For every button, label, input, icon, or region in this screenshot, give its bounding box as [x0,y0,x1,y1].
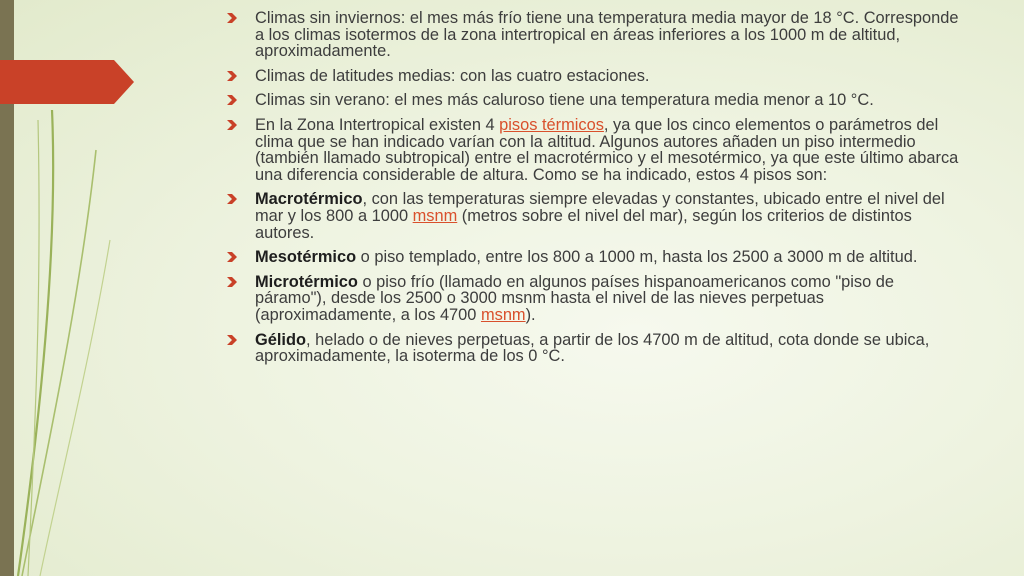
bullet-text-after: ). [525,305,536,324]
bullet-text-after: , ya que los cinco elementos o parámetros del clima que se han indicado varían con la altitud. Algunos autores añaden un piso intermedio (también llamado subtropical) entre el macrotérmico y el mesotérmico, ya que este último abarca una diferencia considerable de altura. Como se ha indicado, estos 4 pisos son: [255,115,959,184]
term-mesotermico: Mesotérmico [255,248,357,267]
bullet-item [226,10,966,60]
term-microtermico: Microtérmico [255,272,358,291]
bullet-text: , helado o de nieves perpetuas, a partir de los 4700 m de altitud, cota donde se ubica, aproximadamente, la isoterma de los 0 °C. [255,330,930,366]
arrow-bullet-icon [226,119,238,131]
bullet-text-before: o piso frío (llamado en algunos países hispanoamericanos como "piso de páramo"), desde los 2500 o 3000 msnm hasta el nivel de las nieves perpetuas (aproximadamente, a los 4700 [255,272,895,324]
title-accent-tab [0,60,134,104]
link-msnm[interactable]: msnm [412,206,458,225]
bullet-list [226,10,966,365]
bullet-text-before: , con las temperaturas siempre elevadas y constantes, ubicado entre el nivel del mar y los 800 a 1000 [255,190,945,225]
bullet-item [226,249,966,266]
link-pisos-termicos[interactable]: pisos térmicos [499,115,604,134]
bullet-item [226,332,966,365]
slide-content [226,10,966,373]
bullet-text-before: En la Zona Intertropical existen 4 [255,115,500,134]
bullet-item [226,191,966,241]
term-gelido: Gélido [255,330,306,349]
bullet-text: Climas sin inviernos: el mes más frío tiene una temperatura media mayor de 18 °C. Corresponde a los climas isotermos de la zona intertropical en áreas inferiores a los 1000 m de altitud, aproximadamente. [255,9,959,61]
bullet-text: Climas sin verano: el mes más caluroso tiene una temperatura media menor a 10 °C. [255,91,874,110]
term-macrotermico: Macrotérmico [255,190,363,209]
deco-curve-4 [40,240,110,576]
arrow-bullet-icon [226,12,238,24]
bullet-text: o piso templado, entre los 800 a 1000 m, hasta los 2500 a 3000 m de altitud. [356,248,918,267]
arrow-bullet-icon [226,94,238,106]
deco-curve-2 [22,150,96,576]
bullet-item [226,274,966,324]
deco-curve-3 [28,120,39,576]
arrow-bullet-icon [226,251,238,263]
bullet-item [226,68,966,85]
bullet-item [226,117,966,183]
arrow-bullet-icon [226,276,238,288]
arrow-bullet-icon [226,334,238,346]
bullet-text: Climas de latitudes medias: con las cuatro estaciones. [255,66,650,85]
bullet-text-after: (metros sobre el nivel del mar), según los criterios de distintos autores. [255,206,912,242]
arrow-bullet-icon [226,193,238,205]
bullet-item [226,92,966,109]
link-msnm[interactable]: msnm [480,305,526,324]
arrow-bullet-icon [226,70,238,82]
